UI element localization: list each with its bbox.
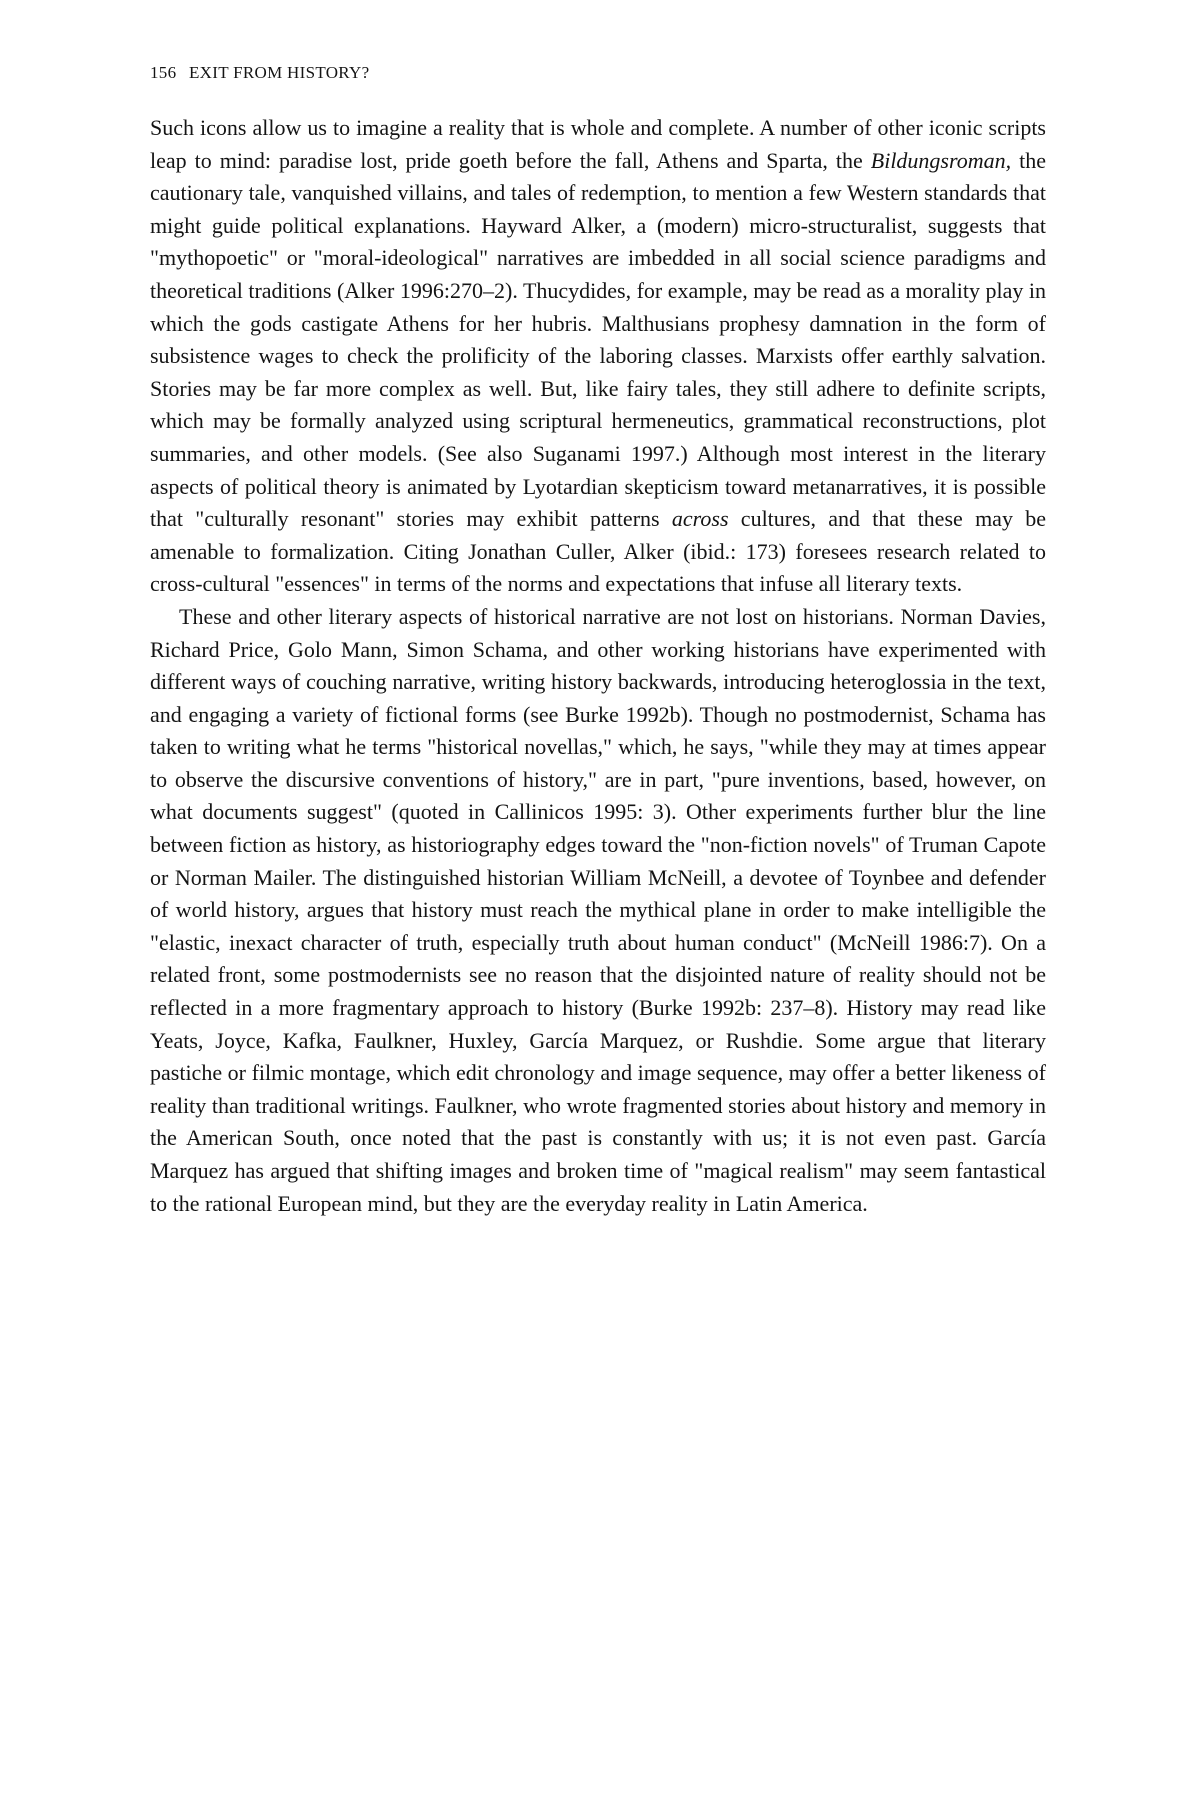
paragraph (150, 112, 1046, 601)
page-number: 156 (150, 63, 177, 82)
paragraph-text: Such icons allow us to imagine a reality that is whole and complete. A number of other iconic scripts leap to mind: paradise lost, pride goeth before the fall, Athens and Sparta, the (150, 115, 1046, 173)
emphasis-text: across (671, 506, 729, 532)
running-head (150, 62, 1046, 84)
body-text (150, 112, 1046, 1220)
paragraph-text: the cautionary tale, vanquished villains, and tales of redemption, to mention a few Western standards that might guide political explanations. Hayward Alker, a (modern) micro-structuralist, suggests that "mythopoetic" or "moral-ideological" narratives are imbedded in all social science paradigms and theoretical traditions (Alker 1996:270–2). Thucydides, for example, may be read as a morality play in which the gods castigate Athens for her hubris. Malthusians prophesy damnation in the form of subsistence wages to check the prolificity of the laboring classes. Marxists offer earthly salvation. Stories may be far more complex as well. But, like fairy tales, they still adhere to definite scripts, which may be formally analyzed using scriptural hermeneutics, grammatical reconstructions, plot summaries, and other models. (See also Suganami 1997.) Although most interest in the literary aspects of political theory is animated by Lyotardian skepticism toward metanarratives, it is possible that "culturally resonant" stories may exhibit patterns (150, 147, 1046, 532)
paragraph (150, 601, 1046, 1220)
emphasis-text: Bildungsroman, (870, 147, 1012, 173)
paragraph-text: These and other literary aspects of historical narrative are not lost on historians. Norman Davies, Richard Price, Golo Mann, Simon Schama, and other working historians have experimented with different ways of couching narrative, writing history backwards, introducing heteroglossia in the text, and engaging a variety of fictional forms (see Burke 1992b). Though no postmodernist, Schama has taken to writing what he terms "historical novellas," which, he says, "while they may at times appear to observe the discursive conventions of history," are in part, "pure inventions, based, however, on what documents suggest" (quoted in Callinicos 1995: 3). Other experiments further blur the line between fiction as history, as historiography edges toward the "non-fiction novels" of Truman Capote or Norman Mailer. The distinguished historian William McNeill, a devotee of Toynbee and defender of world history, argues that history must reach the mythical plane in order to make intelligible the "elastic, inexact character of truth, especially truth about human conduct" (McNeill 1986:7). On a related front, some postmodernists see no reason that the disjointed nature of reality should not be reflected in a more fragmentary approach to history (Burke 1992b: 237–8). History may read like Yeats, Joyce, Kafka, Faulkner, Huxley, García Marquez, or Rushdie. Some argue that literary pastiche or filmic montage, which edit chronology and image sequence, may offer a better likeness of reality than traditional writings. Faulkner, who wrote fragmented stories about history and memory in the American South, once noted that the past is constantly with us; it is not even past. García Marquez has argued that shifting images and broken time of "magical realism" may seem fantastical to the rational European mind, but they are the everyday reality in Latin America. (150, 603, 1046, 1216)
running-head-title: EXIT FROM HISTORY? (188, 63, 370, 82)
paragraph-text: cultures, and that these may be amenable to formalization. Citing Jonathan Culler, Alker (ibid.: 173) foresees research related to cross-cultural "essences" in terms of the norms and expectations that infuse all literary texts. (150, 506, 1046, 597)
book-page (150, 62, 1046, 1220)
